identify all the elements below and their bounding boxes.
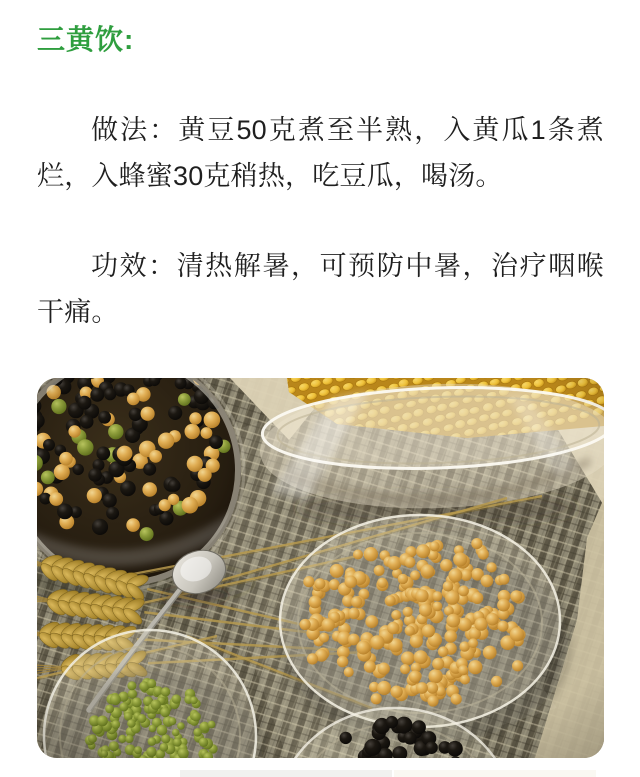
next-content-fragment: [394, 770, 596, 777]
next-content-fragment: [180, 770, 392, 777]
recipe-effect-paragraph: 功效：清热解暑，可预防中暑，治疗咽喉干痛。: [37, 251, 604, 327]
beans-photo-illustration: [37, 378, 604, 758]
recipe-method-paragraph: 做法：黄豆50克煮至半熟，入黄瓜1条煮烂，入蜂蜜30克稍热，吃豆瓜，喝汤。: [37, 115, 604, 191]
below-photo-area: [37, 758, 604, 777]
beans-photo[interactable]: [37, 378, 604, 758]
article-heading: 三黄饮:: [37, 24, 135, 55]
